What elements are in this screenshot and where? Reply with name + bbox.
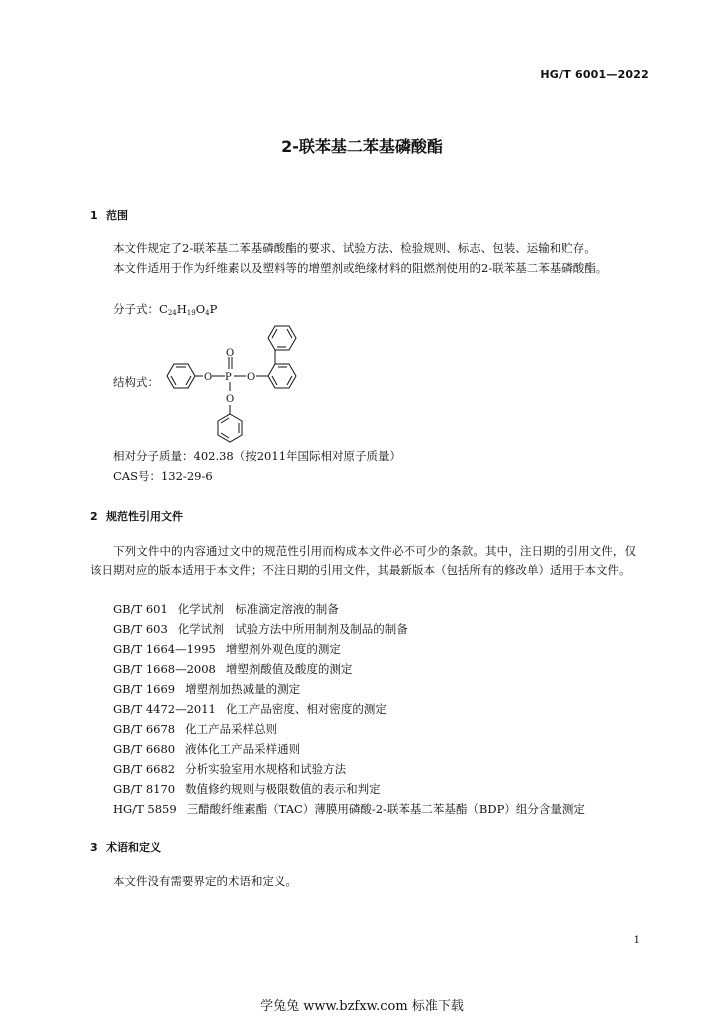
reference-title: 数值修约规则与极限数值的表示和判定 [185,782,381,796]
reference-code: GB/T 6678 [113,722,176,736]
footer-watermark: 学兔兔 www.bzfxw.com 标准下载 [260,999,464,1014]
formula-h-count: 19 [186,309,196,317]
reference-item [113,800,585,819]
reference-code: GB/T 601 [113,602,168,616]
reference-code: GB/T 8170 [113,782,176,796]
oxygen-right: O [247,372,256,383]
section-number: 2 [90,510,98,523]
reference-item [113,780,381,799]
standard-number: HG/T 6001—2022 [540,68,649,81]
reference-title: 三醋酸纤维素酯（TAC）薄膜用磷酸-2-联苯基二苯基酯（BDP）组分含量测定 [186,802,585,816]
reference-code: GB/T 1664—1995 [113,642,216,656]
oxygen-top: O [226,348,235,359]
document-title: 2-联苯基二苯基磷酸酯 [281,137,443,156]
reference-code: GB/T 1668—2008 [113,662,216,676]
reference-title: 化工产品密度、相对密度的测定 [225,702,387,716]
page-number: 1 [633,935,640,946]
formula-p: P [209,302,218,316]
section-title: 范围 [106,209,128,222]
oxygen-bottom: O [226,394,235,405]
molecular-weight: 相对分子质量：402.38（按2011年国际相对原子质量） [113,449,402,463]
reference-title: 增塑剂加热减量的测定 [185,682,301,696]
section-title: 术语和定义 [106,841,161,854]
reference-title: 化学试剂 标准滴定溶液的制备 [177,602,339,616]
cas-number: CAS号：132-29-6 [113,469,213,483]
formula-h: H [176,302,187,316]
structure-label: 结构式： [113,375,159,389]
reference-item [113,760,346,779]
reference-title: 增塑剂酸值及酸度的测定 [225,662,353,676]
phenyl-ring-bottom [218,414,242,442]
formula-label: 分子式： [113,302,159,316]
section-3-heading [90,839,161,855]
scope-paragraph-2: 本文件适用于作为纤维素以及塑料等的增塑剂或绝缘材料的阻燃剂使用的2-联苯基二苯基磷酸酯。 [113,261,608,275]
reference-item [113,700,387,719]
reference-item [113,660,352,679]
section-2-heading [90,508,183,524]
formula-c-count: 24 [167,309,177,317]
oxygen-left: O [204,372,213,383]
formula-c: C [159,302,168,316]
reference-code: GB/T 4472—2011 [113,702,216,716]
reference-code: HG/T 5859 [113,802,177,816]
terms-paragraph: 本文件没有需要界定的术语和定义。 [113,874,297,888]
reference-item [113,640,341,659]
section-number: 1 [90,209,98,222]
scope-paragraph-1: 本文件规定了2-联苯基二苯基磷酸酯的要求、试验方法、检验规则、标志、包装、运输和贮存。 [113,241,596,255]
reference-item [113,680,300,699]
reference-item [113,740,300,759]
reference-title: 分析实验室用水规格和试验方法 [185,762,347,776]
reference-title: 化工产品采样总则 [185,722,278,736]
section-1-heading [90,207,128,223]
section-title: 规范性引用文件 [106,510,183,523]
formula-o-count: 4 [205,309,210,317]
reference-title: 液体化工产品采样通则 [185,742,301,756]
normative-references-intro: 下列文件中的内容通过文中的规范性引用而构成本文件必不可少的条款。其中，注日期的引用文件，仅该日期对应的版本适用于本文件；不注日期的引用文件，其最新版本（包括所有的修改单）适用于本文件。 [90,544,636,577]
reference-code: GB/T 6682 [113,762,176,776]
phosphorus-atom: P [225,372,232,383]
reference-title: 增塑剂外观色度的测定 [225,642,341,656]
reference-item [113,620,408,639]
reference-item [113,600,339,619]
reference-code: GB/T 6680 [113,742,176,756]
reference-item [113,720,277,739]
formula-o: O [195,302,206,316]
reference-code: GB/T 1669 [113,682,176,696]
reference-title: 化学试剂 试验方法中所用制剂及制品的制备 [177,622,408,636]
reference-code: GB/T 603 [113,622,168,636]
structural-formula [155,312,315,447]
section-number: 3 [90,841,98,854]
